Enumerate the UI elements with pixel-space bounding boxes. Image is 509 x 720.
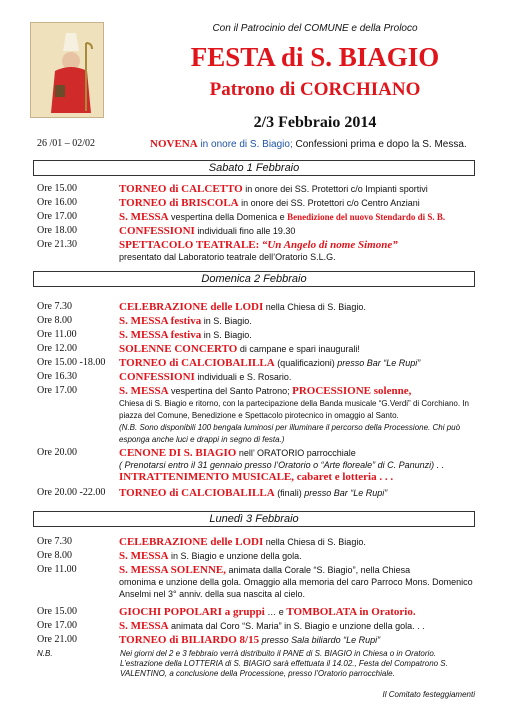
event-time: Ore 17.00	[37, 211, 77, 222]
event-row	[37, 447, 477, 483]
event-dates: 2/3 Febbraio 2014	[253, 114, 377, 131]
event-text: SOLENNE CONCERTO di campane e spari inaugurali!	[119, 343, 360, 355]
event-text: S. MESSA festiva in S. Biagio.	[119, 329, 252, 341]
event-time: Ore 7.30	[37, 536, 72, 547]
event-time: Ore 17.00	[37, 385, 77, 396]
event-text: S. MESSA animata dal Coro “S. Maria” in S. Biagio e unzione della gola. . .	[119, 620, 425, 632]
saint-biagio-image	[30, 22, 104, 118]
event-time: Ore 12.00	[37, 343, 77, 354]
novena-text: in onore di S. Biagio;	[200, 139, 293, 150]
event-text: TORNEO di BRISCOLA in onore dei SS. Protettori c/o Centro Anziani	[119, 197, 420, 209]
event-time: Ore 7.30	[37, 301, 72, 312]
novena-label: NOVENA	[150, 138, 198, 150]
event-text: TORNEO di CALCIOBALILLA (qualificazioni) presso Bar “Le Rupi”	[119, 357, 421, 369]
event-time: Ore 11.00	[37, 564, 77, 575]
novena-range: 26 /01 – 02/02	[37, 138, 96, 149]
event-text: CELEBRAZIONE delle LODI nella Chiesa di S. Biagio.	[119, 301, 366, 313]
event-time: Ore 8.00	[37, 550, 72, 561]
signature: Il Comitato festeggiamenti	[382, 690, 475, 699]
event-text: SPETTACOLO TEATRALE: “Un Angelo di nome Simone” presentato dal Laboratorio teatrale dell’Oratorio S.L.G.	[119, 239, 398, 262]
event-text: S. MESSA vespertina del Santo Patrono; PROCESSIONE solenne, Chiesa di S. Biagio e ritorno, con la partecipazione della Banda musicale “G.Verdi” di Corchiano. In piazza del Comune, Benedizione e Spettacolo pirotecnico in omaggio al Santo. (N.B. Sono disponibili 100 bengala luminosi per illuminare il percorso della Processione. Chi può esponga anche luci e drappi in segno di festa.)	[119, 385, 469, 444]
event-time: Ore 16.30	[37, 371, 77, 382]
day-banner-saturday: Sabato 1 Febbraio	[33, 160, 475, 176]
event-time: Ore 15.00 -18.00	[37, 357, 106, 368]
event-text: S. MESSA vespertina della Domenica e Benedizione del nuovo Stendardo di S. B.	[119, 211, 446, 223]
event-text: TORNEO di CALCIOBALILLA (finali) presso Bar “Le Rupi”	[119, 487, 388, 499]
event-text: S. MESSA in S. Biagio e unzione della gola.	[119, 550, 302, 562]
event-time: Ore 15.00	[37, 183, 77, 194]
event-time: Ore 20.00	[37, 447, 77, 458]
event-text: CONFESSIONI individuali fino alle 19.30	[119, 225, 296, 237]
event-time: Ore 8.00	[37, 315, 72, 326]
event-text: TORNEO di BILIARDO 8/15 presso Sala biliardo “Le Rupi”	[119, 634, 381, 646]
event-time: Ore 11.00	[37, 329, 77, 340]
event-text: CONFESSIONI individuali e S. Rosario.	[119, 371, 292, 383]
event-text: TORNEO di CALCETTO in onore dei SS. Protettori c/o Impianti sportivi	[119, 183, 428, 195]
page-subtitle: Patrono di CORCHIANO	[209, 79, 421, 100]
patronage-line: Con il Patrocinio del COMUNE e della Proloco	[212, 23, 418, 34]
day-banner-monday: Lunedì 3 Febbraio	[33, 511, 475, 527]
page-title: FESTA di S. BIAGIO	[190, 42, 440, 72]
nb-label: N.B.	[37, 649, 53, 658]
event-text: S. MESSA SOLENNE, animata dalla Corale “S. Biagio”, nella Chiesa omonima e unzione della gola. Omaggio alla memoria del caro Parroco Mons. Domenico Anselmi nel 3° anniv. della sua nascita al cielo.	[119, 564, 473, 599]
event-text: CENONE DI S. BIAGIO nell’ ORATORIO parrocchiale ( Prenotarsi entro il 31 gennaio presso l’Oratorio o “Arte floreale” di C. Panunzi) . . INTRATTENIMENTO MUSICALE, cabaret e lotteria . . .	[119, 447, 445, 483]
event-row	[37, 385, 477, 445]
event-time: Ore 20.00 -22.00	[37, 487, 106, 498]
event-row	[37, 564, 477, 602]
event-time: Ore 21.30	[37, 239, 77, 250]
day-banner-sunday: Domenica 2 Febbraio	[33, 271, 475, 287]
novena-note: Confessioni prima e dopo la S. Messa.	[295, 139, 467, 150]
event-time: Ore 17.00	[37, 620, 77, 631]
event-row	[37, 239, 477, 265]
event-time: Ore 16.00	[37, 197, 77, 208]
event-text: S. MESSA festiva in S. Biagio.	[119, 315, 252, 327]
event-time: Ore 18.00	[37, 225, 77, 236]
event-time: Ore 21.00	[37, 634, 77, 645]
event-time: Ore 15.00	[37, 606, 77, 617]
event-text: GIOCHI POPOLARI a gruppi … e TOMBOLATA in Oratorio.	[119, 606, 416, 618]
novena-line	[150, 138, 467, 150]
nb-note: Nei giorni del 2 e 3 febbraio verrà distribuito il PANE di S. BIAGIO in Chiesa o in Oratorio. L’estrazione della LOTTERIA di S. BIAGIO sarà effettuata il 14.02., Festa del Compatrono S. VALENTINO, a conclusione della Processione, presso l’Oratorio parrocchiale.	[120, 649, 448, 678]
event-text: CELEBRAZIONE delle LODI nella Chiesa di S. Biagio.	[119, 536, 366, 548]
